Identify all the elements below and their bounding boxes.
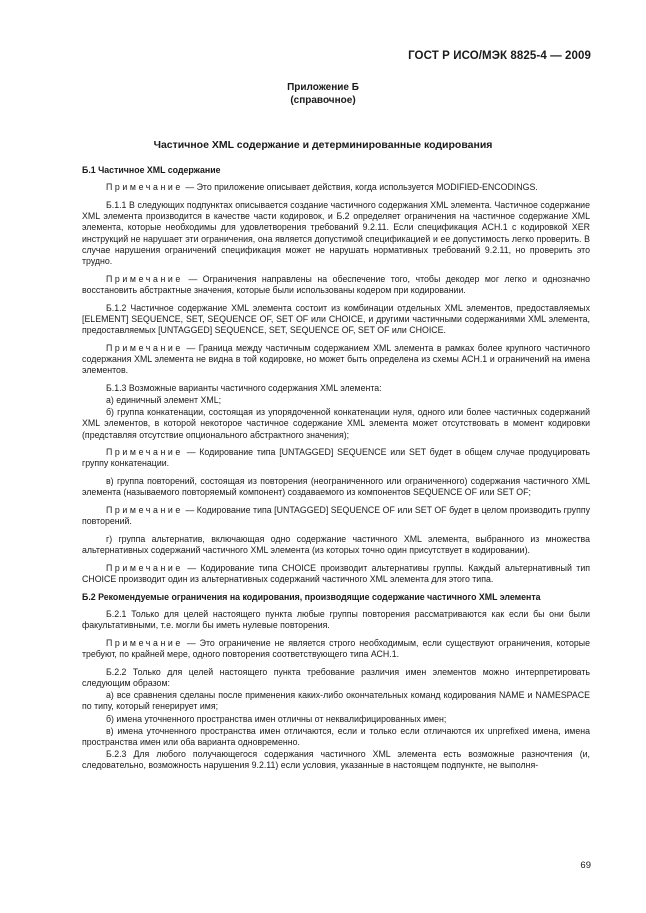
annex-title: Приложение Б xyxy=(287,82,359,93)
note-paragraph xyxy=(82,447,590,469)
annex-heading xyxy=(0,81,646,107)
note-text: — Граница между частичным содержанием XML элемента в рамках более крупного частичного содержания XML элемента не видна в той кодировке, но может быть определена из схемы АСН.1 и ограничений на имена элементов. xyxy=(82,342,590,376)
paragraph: г) группа альтернатив, включающая одно содержание частичного XML элемента, выбранного из множества альтернативных содержаний частичного XML элемента (из которых точно один присутствует в кодировании). xyxy=(82,533,590,556)
page-number: 69 xyxy=(580,860,591,871)
note-paragraph xyxy=(82,638,590,660)
paragraph: б) имена уточненного пространства имен отличны от неквалифицированных имен; xyxy=(106,713,447,724)
note-label: Примечание xyxy=(106,182,183,193)
section-heading: Б.2 Рекомендуемые ограничения на кодирования, производящие содержание частичного XML элемента xyxy=(82,591,541,602)
paragraph: Б.1.2 Частичное содержание XML элемента состоит из комбинации отдельных XML элементов, предоставляемых [ELEMENT] SEQUENCE, SET, SEQUENCE OF, SET OF или CHOICE, и другими частичными содержаниями XML элемента, предоставляемых [UNTAGGED] SEQUENCE, SET, SEQUENCE OF, SET OF или CHOICE. xyxy=(82,302,590,335)
note-label: Примечание xyxy=(106,637,183,648)
paragraph: а) все сравнения сделаны после применения каких-либо окончательных команд кодирования NAME и NAMESPACE по типу, который генерирует имя; xyxy=(82,690,590,712)
paragraph: в) имена уточненного пространства имен отличаются, если и только если отличаются их unprefixed имена, имена пространства имен или оба варианта одновременно. xyxy=(82,725,590,748)
note-text: — Кодирование типа [UNTAGGED] SEQUENCE OF или SET OF будет в целом производить группу повторений. xyxy=(82,505,590,527)
paragraph: Б.1.3 Возможные варианты частичного содержания XML элемента: xyxy=(106,382,382,393)
note-text: — Кодирование типа [UNTAGGED] SEQUENCE или SET будет в общем случае продуцировать группу конкатенации. xyxy=(82,447,590,469)
paragraph: Б.2.1 Только для целей настоящего пункта любые группы повторения рассматриваются как если бы они были факультативными, т.е. могли бы иметь нулевые повторения. xyxy=(82,609,590,631)
note-label: Примечание xyxy=(106,447,183,458)
note-text: — Кодирование типа CHOICE производит альтернативы группы. Каждый альтернативный тип CHOICE производит один из альтернативных содержаний частичного XML элемента для этого типа. xyxy=(82,562,590,585)
paragraph: б) группа конкатенации, состоящая из упорядоченной конкатенации нуля, одного или более частичных содержаний XML элементов, в которой некоторое частичное содержание XML элемента может отсутствовать в момент кодировки (представляя отсутствие опционального абстрактного значения); xyxy=(82,407,590,440)
note-text: — Ограничения направлены на обеспечение того, чтобы декодер мог легко и однозначно восстановить абстрактные значения, которые были использованы кодером при кодировании. xyxy=(82,273,590,295)
paragraph: в) группа повторений, состоящая из повторения (неограниченного или ограниченного) содержания частичного XML элемента (называемого повторяемый компонент) создаваемого из компонентов SEQUENCE OF или SET OF; xyxy=(82,476,590,498)
note-paragraph xyxy=(82,274,590,296)
note-label: Примечание xyxy=(106,505,183,516)
section-heading: Б.1 Частичное XML содержание xyxy=(82,165,221,175)
note-paragraph xyxy=(82,343,590,377)
note-text: — Это приложение описывает действия, когда используется MODIFIED-ENCODINGS. xyxy=(182,182,538,193)
note-paragraph xyxy=(82,505,590,527)
note-paragraph xyxy=(82,563,590,585)
paragraph: а) единичный элемент XML; xyxy=(106,394,222,405)
note-text: — Это ограничение не является строго необходимым, если существуют ограничения, которые требуют, по крайней мере, одного повторения соответствующего типа АСН.1. xyxy=(82,637,590,660)
document-body xyxy=(82,165,590,773)
paragraph: Б.1.1 В следующих подпунктах описывается создание частичного содержания XML элемента. Частичное содержание XML элемента производится в качестве части кодировок, и Б.2 определяет ограничения на частичное содержание XML элемента, которые необходимы для удовлетворения требований 9.2.11. Если спецификация АСН.1 с кодировкой XER инструкций не нарушает эти ограничения, она является допустимой спецификацией и ее допустимость легко проверить. В случае нарушения ограничений спецификация может не нарушать нормативных требований 9.2.11, но проверить это трудно. xyxy=(82,199,590,266)
paragraph: Б.2.3 Для любого получающегося содержания частичного XML элемента есть возможные разночтения (и, следовательно, возможность нарушения 9.2.11) если условия, указанные в настоящем подпункте, не выполня- xyxy=(82,749,590,771)
document-title: Частичное XML содержание и детерминированные кодирования xyxy=(153,139,493,151)
note-paragraph xyxy=(82,182,590,193)
standard-header: ГОСТ Р ИСО/МЭК 8825-4 — 2009 xyxy=(408,50,591,62)
note-label: Примечание xyxy=(106,562,183,573)
note-label: Примечание xyxy=(106,273,183,284)
paragraph: Б.2.2 Только для целей настоящего пункта требование различия имен элементов можно интерпретировать следующим образом: xyxy=(82,666,590,689)
note-label: Примечание xyxy=(106,342,183,353)
annex-subtitle: (справочное) xyxy=(290,95,356,106)
